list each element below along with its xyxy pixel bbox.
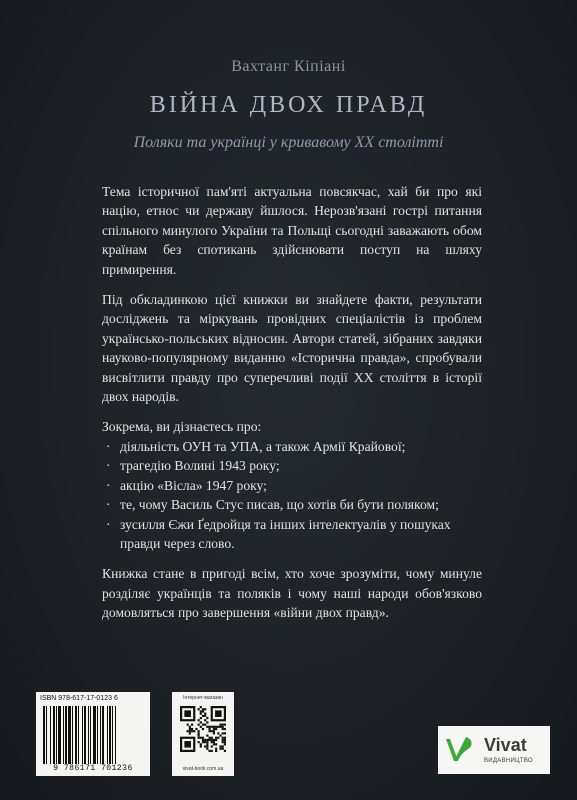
bullet-mark: ·	[106, 477, 111, 493]
isbn-label: ISBN 978-617-17-0123 6	[40, 695, 118, 702]
bullet-mark: ·	[106, 497, 111, 513]
qr-caption-bottom: vivat-book.com.ua	[182, 766, 224, 772]
qr-code-icon	[180, 706, 226, 752]
list-item	[102, 476, 482, 495]
list-item	[102, 437, 482, 456]
list-item-text: трагедію Волині 1943 року;	[120, 458, 280, 474]
vivat-leaf-icon	[444, 735, 478, 765]
qr-caption-top: Інтернет-магазин	[183, 695, 223, 701]
book-subtitle: Поляки та українці у кривавому ХХ столітті	[133, 134, 444, 151]
author-name: Вахтанг Кіпіані	[231, 58, 346, 75]
bullet-mark: ·	[106, 458, 111, 474]
list-item-text: акцію «Вісла» 1947 року;	[120, 477, 267, 493]
blurb-paragraph-1: Тема історичної пам'яті актуальна повсякчас, хай би про які націю, етнос чи державу йшлося. Нерозв'язані гострі питання спільного минулого України та Польщі сьогодні заважають обом країнам без спотикань здійснювати поступ на шляху примирення.	[102, 184, 482, 277]
isbn-barcode	[36, 692, 150, 776]
list-item	[102, 456, 482, 475]
blurb-paragraph-3: Книжка стане в пригоді всім, хто хоче зрозуміти, чому минуле розділяє українців та поляків і чому наші народи обов'язково домовляться про завершення «війни двох правд».	[102, 566, 482, 621]
barcode-number: 9 786171 701236	[53, 764, 133, 773]
qr-code-panel	[172, 692, 234, 776]
topics-list	[102, 437, 482, 553]
blurb-paragraph-2: Під обкладинкою цієї книжки ви знайдете факти, результати досліджень та міркувань провідних спеціалістів із проблем українсько-польських відносин. Автори статей, зібраних завдяки науково-популярному виданню «Історична правда», спробували висвітлити правду про суперечливі події ХХ століття в історії двох народів.	[102, 292, 482, 405]
book-title: ВІЙНА ДВОХ ПРАВД	[149, 92, 428, 118]
publisher-subtitle: ВИДАВНИЦТВО	[484, 758, 533, 764]
list-item	[102, 495, 482, 514]
blurb-text	[102, 182, 482, 634]
list-item	[102, 515, 482, 554]
list-item-text: зусилля Єжи Ґедройця та інших інтелектуалів у пошуках правди через слово.	[120, 516, 451, 551]
bullet-mark: ·	[106, 438, 111, 454]
list-intro: Зокрема, ви дізнаєтесь про:	[102, 419, 262, 435]
list-item-text: діяльність ОУН та УПА, а також Армії Крайової;	[120, 438, 406, 454]
publisher-name: Vivat	[484, 735, 527, 755]
list-item-text: те, чому Василь Стус писав, що хотів би бути поляком;	[120, 497, 439, 513]
publisher-logo	[438, 726, 550, 774]
barcode-icon	[42, 706, 144, 764]
bullet-mark: ·	[106, 516, 111, 532]
